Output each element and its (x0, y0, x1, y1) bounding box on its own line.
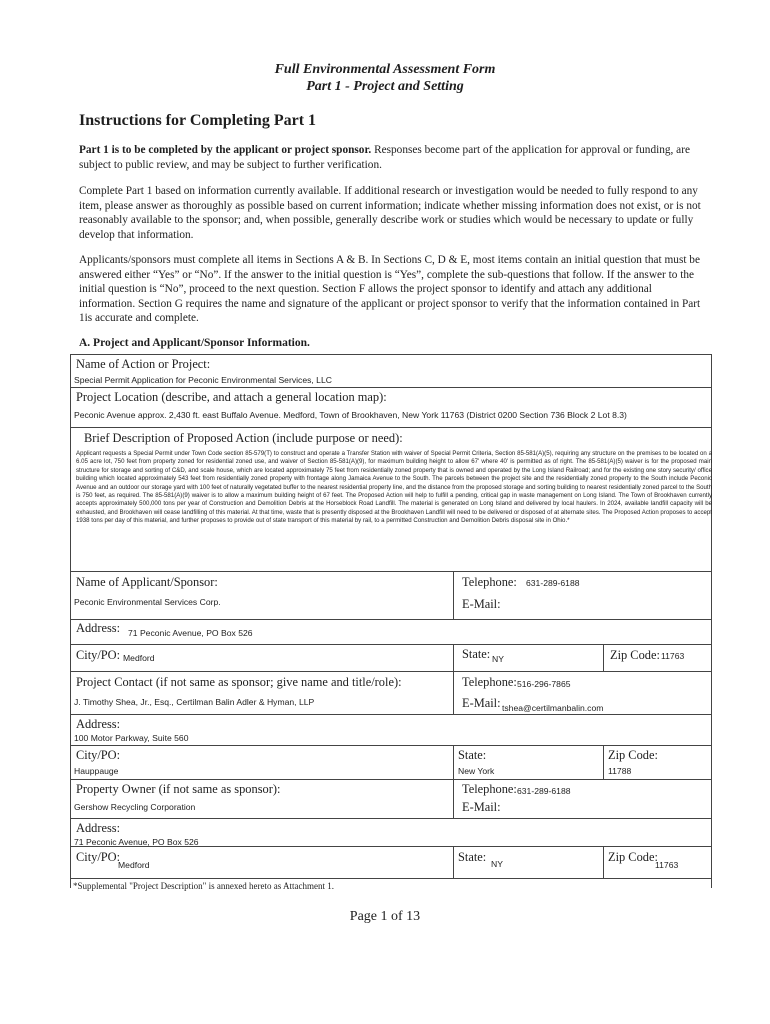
instructions-paragraph-1-lead: Part 1 is to be completed by the applicant or project sponsor. (79, 144, 372, 156)
contact-telephone-label: Telephone: (462, 675, 517, 689)
contact-zip-value: 11788 (608, 766, 632, 776)
owner-state-label: State: (458, 850, 487, 864)
action-name-value: Special Permit Application for Peconic Environmental Services, LLC (74, 375, 332, 385)
description-value: Applicant requests a Special Permit under Town Code section 85-579(T) to construct and operate a Transfer Station with waiver of Special Permit Criteria, Section 85-581(A)(5), requiring any structure on the premises to be located on a 6.05 acre lot, 750 feet from property zoned for residential zoned use, and waiver of Section 85-581(A)(9), for maximum building height to allow 67' where 40' is permitted as of right. The 85-581(A)(5) waiver is for the proposed main structure for storage and sorting of C&D, and scale house, which are located approximately 75 feet from residentially zoned property that is owned and operated by the Long Island Railroad; and for the existing one story security/ office building which located approximately 543 feet from residentially zoned property with frontage along Jamaica Avenue to the South. The parcels between the project site and the residentially zoned property to the South include Peconic Avenue and an outdoor our storage yard with 100 feet of naturally vegetated buffer to the nearest residential property line, and the distance from the proposed storage and sorting building to nearest residentially zoned parcel to the South is 750 feet, as required. The 85-581(A)(9) waiver is to allow a maximum building height of 67 feet. The Proposed Action will help to fulfill a pending, critical gap in waste management on Long Island. The Town of Brookhaven currently accepts approximately 500,000 tons per year of Construction and Demolition Debris at the Horseblock Road Landfill. The material is generated on Long Island and delivered by local haulers. In 2024, available landfill capacity will be exhausted, and Brookhaven will cease landfilling of this material. At that time, waste that is presently disposed at the Brookhaven Landfill will need to be delivered or disposed of at alternate sites. The Proposed Action proposes to accept 1938 tons per day of this material, and further proposes to provide out of state transport of this material by rail, to a permitted Construction and Demolition Debris disposal site in Ohio.* (76, 450, 712, 525)
contact-state-value: New York (458, 766, 495, 776)
contact-state-label: State: (458, 748, 487, 762)
owner-zip-label: Zip Code: (608, 850, 658, 864)
applicant-city-value: Medford (123, 653, 155, 663)
form-subtitle: Part 1 - Project and Setting (306, 79, 464, 94)
owner-city-label: City/PO: (76, 850, 121, 864)
owner-telephone-value: 631-289-6188 (517, 786, 571, 796)
form-title: Full Environmental Assessment Form (274, 62, 496, 77)
section-a-heading: A. Project and Applicant/Sponsor Information. (79, 337, 310, 349)
applicant-address-label: Address: (76, 621, 121, 635)
instructions-paragraph-1 (79, 143, 701, 172)
location-value: Peconic Avenue approx. 2,430 ft. east Buffalo Avenue. Medford, Town of Brookhaven, New York 11763 (District 0200 Section 736 Block 2 Lot 8.3) (74, 410, 627, 420)
contact-address-label: Address: (76, 717, 121, 731)
contact-email-value: tshea@certilmanbalin.com (502, 703, 604, 713)
instructions-paragraph-1-rest: Responses become part of the application for approval or funding, are subject to public review, and may be subject to further verification. (79, 144, 690, 171)
owner-email-label: E-Mail: (462, 800, 501, 814)
contact-email-label: E-Mail: (462, 696, 501, 710)
applicant-telephone-label: Telephone: (462, 575, 517, 589)
page-number: Page 1 of 13 (349, 909, 421, 924)
contact-address-value: 100 Motor Parkway, Suite 560 (74, 733, 189, 743)
applicant-zip-label: Zip Code: (610, 648, 660, 662)
owner-address-label: Address: (76, 821, 121, 835)
applicant-name-value: Peconic Environmental Services Corp. (74, 597, 221, 607)
instructions-heading: Instructions for Completing Part 1 (79, 112, 317, 129)
applicant-state-value: NY (492, 654, 504, 664)
applicant-name-label: Name of Applicant/Sponsor: (76, 575, 218, 589)
instructions-paragraph-3: Applicants/sponsors must complete all items in Sections A & B. In Sections C, D & E, most items contain an initial question that must be answered either “Yes” or “No”. If the answer to the initial question is “Yes”, complete the sub-questions that follow. If the answer to the initial question is “No”, proceed to the next question. Section F allows the project sponsor to identify and attach any additional information. Section G requires the name and signature of the applicant or project sponsor to verify that the information contained in Part 1is accurate and complete. (79, 254, 701, 325)
applicant-telephone-value: 631-289-6188 (526, 578, 580, 588)
instructions-paragraph-2: Complete Part 1 based on information currently available. If additional research or investigation would be needed to fully respond to any item, please answer as thoroughly as possible based on current information; indicate whether missing information does not exist, or is not reasonably available to the sponsor; and, when possible, generally describe work or studies which would be necessary to update or fully develop that information. (79, 185, 701, 241)
owner-state-value: NY (491, 859, 503, 869)
contact-zip-label: Zip Code: (608, 748, 658, 762)
location-label: Project Location (describe, and attach a general location map): (76, 390, 387, 404)
applicant-zip-value: 11763 (661, 651, 685, 661)
owner-name-value: Gershow Recycling Corporation (74, 802, 196, 812)
owner-name-label: Property Owner (if not same as sponsor): (76, 782, 281, 796)
applicant-email-label: E-Mail: (462, 597, 501, 611)
owner-address-value: 71 Peconic Avenue, PO Box 526 (74, 837, 199, 847)
contact-name-value: J. Timothy Shea, Jr., Esq., Certilman Balin Adler & Hyman, LLP (74, 697, 315, 707)
owner-zip-value: 11763 (655, 860, 679, 870)
action-name-label: Name of Action or Project: (76, 357, 211, 371)
applicant-city-label: City/PO: (76, 648, 121, 662)
owner-city-value: Medford (118, 860, 150, 870)
applicant-state-label: State: (462, 647, 491, 661)
applicant-address-value: 71 Peconic Avenue, PO Box 526 (128, 628, 253, 638)
contact-city-label: City/PO: (76, 748, 121, 762)
contact-name-label: Project Contact (if not same as sponsor; give name and title/role): (76, 675, 402, 689)
description-label: Brief Description of Proposed Action (include purpose or need): (84, 431, 403, 445)
footnote: *Supplemental "Project Description" is annexed hereto as Attachment 1. (73, 881, 335, 891)
owner-telephone-label: Telephone: (462, 782, 517, 796)
contact-telephone-value: 516-296-7865 (517, 679, 571, 689)
contact-city-value: Hauppauge (74, 766, 119, 776)
